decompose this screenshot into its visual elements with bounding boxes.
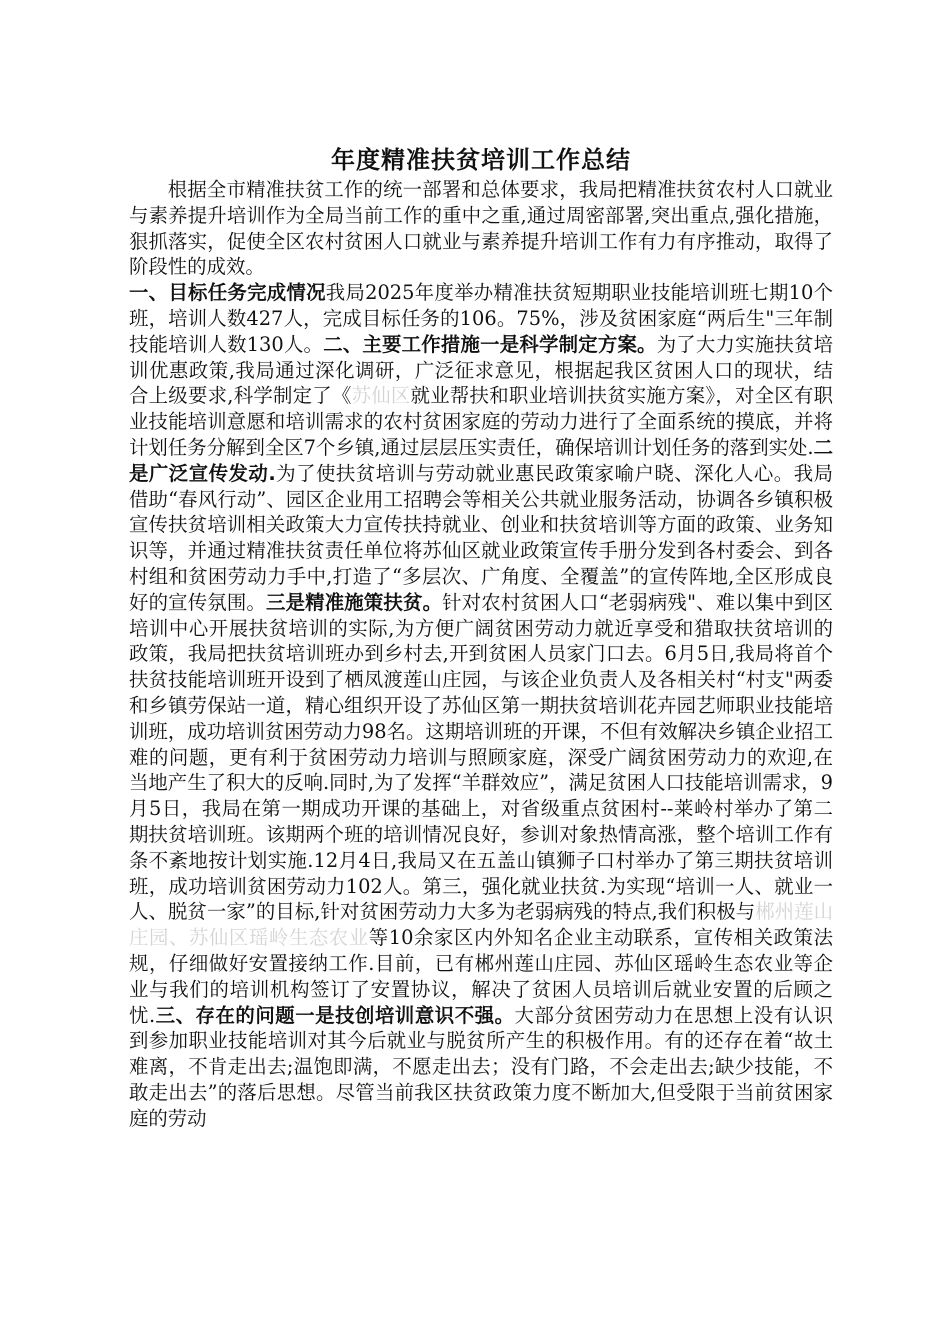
section-heading: 一、目标任务完成情况 [129,281,326,305]
measure-heading: 二是广泛宣传发动. [129,435,834,485]
faded-text: 郴州莲山庄园、苏仙区瑶岭生态农业 [129,900,833,950]
faded-text: 苏仙区 [351,384,411,408]
section-text: 大部分贫困劳动力在思想上没有认识到参加职业技能培训对其今后就业与脱贫所产生的积极作用。有的还存在着“故土难离，不肯走出去;温饱即满，不愿走出去；没有门路，不会走出去;缺少技能，不敢走出去”的落后思想。尽管当前我区扶贫政策力度不断加大,但受限于当前贫困家庭的劳动 [129,1003,834,1130]
document-page [129,143,833,1131]
document-title: 年度精准扶贫培训工作总结 [331,146,631,174]
section-text: 我局2025年度举办精准扶贫短期职业技能培训班七期10个班，培训人数427人，完成目标任务的106。75%，涉及贫困家庭“两后生"三年制技能培训人数130人。 [129,281,833,356]
measure-heading: 三是精准施策扶贫。 [266,590,443,614]
section-heading: 二、主要工作措施一是科学制定方案。 [323,332,657,356]
section-heading: 三、存在的问题一是技创培训意识不强。 [155,1003,515,1027]
section-text: 为了使扶贫培训与劳动就业惠民政策家喻户晓、深化人心。我局借助“春风行动”、园区企业用工招聘会等相关公共就业服务活动，协调各乡镇积极宣传扶贫培训相关政策大力宣传扶持就业、创业和扶贫培训等方面的政策、业务知识等，并通过精准扶贫责任单位将苏仙区就业政策宣传手册分发到各村委会、到各村组和贫困劳动力手中,打造了“多层次、广角度、全覆盖”的宣传阵地,全区形成良好的宣传氛围。 [129,461,834,614]
section-text: 就业帮扶和职业培训扶贫实施方案》，对全区有职业技能培训意愿和培训需求的农村贫困家庭的劳动力进行了全面系统的摸底，并将计划任务分解到全区7个乡镇,通过层层压实责任，确保培训计划任务的落到实处. [129,384,834,459]
section-text: 等10余家区内外知名企业主动联系，宣传相关政策法规，仔细做好安置接纳工作.目前，已有郴州莲山庄园、苏仙区瑶岭生态农业等企业与我们的培训机构签订了安置协议，解决了贫困人员培训后就业安置的后顾之忧. [129,926,833,1027]
intro-paragraph: 根据全市精准扶贫工作的统一部署和总体要求，我局把精准扶贫农村人口就业与素养提升培训作为全局当前工作的重中之重,通过周密部署,突出重点,强化措施，狠抓落实，促使全区农村贫困人口就业与素养提升培训工作有力有序推动，取得了阶段性的成效。 [129,178,833,279]
section-text: 为了大力实施扶贫培训优惠政策,我局通过深化调研，广泛征求意见，根据起我区贫困人口的现状，结合上级要求,科学制定了《 [129,332,834,408]
body-paragraph [129,280,833,1131]
section-text: 针对农村贫困人口“老弱病残"、难以集中到区培训中心开展扶贫培训的实际,为方便广阔贫困劳动力就近享受和猎取扶贫培训的政策，我局把扶贫培训班办到乡村去,开到贫困人员家门口去。6月5日,我局将首个扶贫技能培训班开设到了栖凤渡莲山庄园，与该企业负责人及各相关村“村支"两委和乡镇劳保站一道，精心组织开设了苏仙区第一期扶贫培训花卉园艺师职业技能培训班，成功培训贫困劳动力98名。这期培训班的开课，不但有效解决乡镇企业招工难的问题，更有利于贫困劳动力培训与照顾家庭，深受广阔贫困劳动力的欢迎,在当地产生了积大的反响.同时,为了发挥“羊群效应”，满足贫困人口技能培训需求，9月5日，我局在第一期成功开课的基础上，对省级重点贫困村--莱岭村举办了第二期扶贫培训班。该期两个班的培训情况良好，参训对象热情高涨，整个培训工作有条不紊地按计划实施.12月4日,我局又在五盖山镇狮子口村举办了第三期扶贫培训班，成功培训贫困劳动力102人。第三，强化就业扶贫.为实现“培训一人、就业一人、脱贫一家”的目标,针对贫困劳动力大多为老弱病残的特点,我们积极与 [129,590,833,924]
